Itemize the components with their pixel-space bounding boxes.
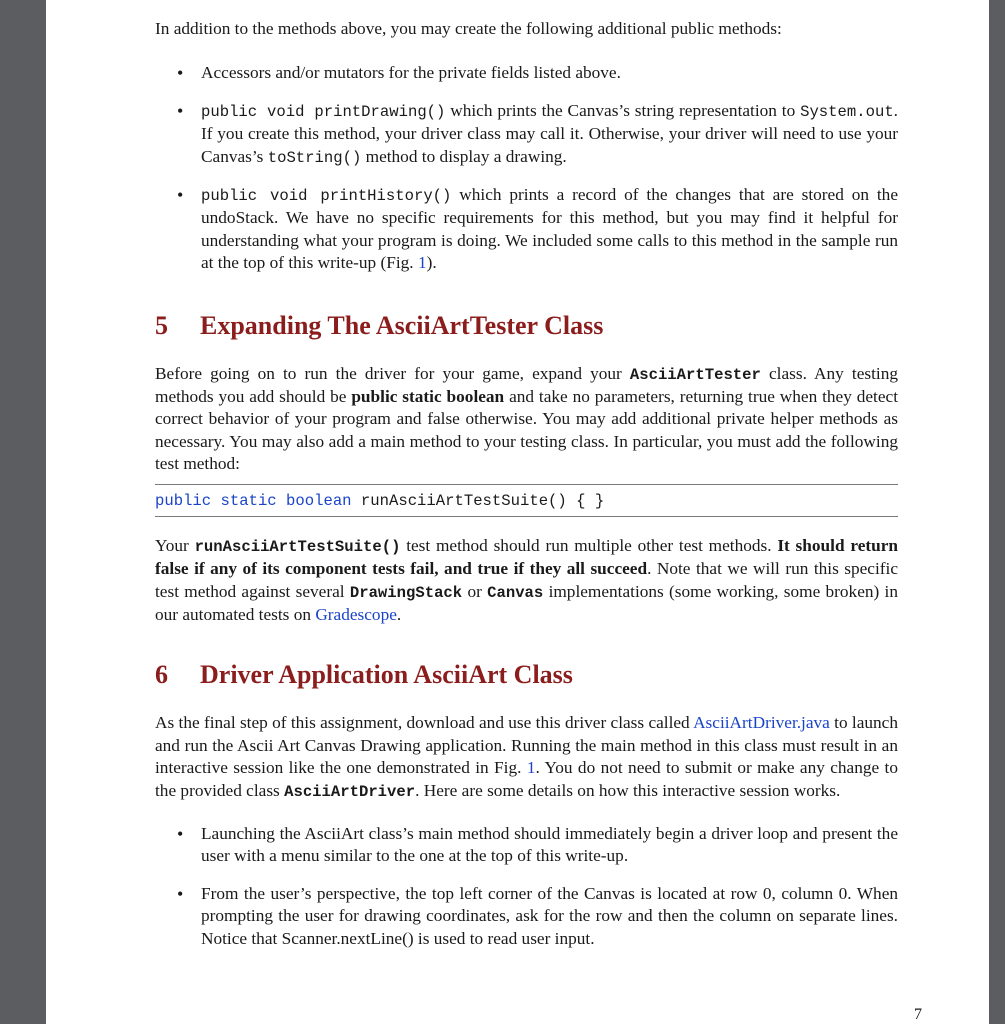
code-keyword: static: [220, 491, 277, 510]
section-number: 6: [155, 660, 168, 690]
document-page: [46, 0, 989, 1024]
section-title: Expanding The AsciiArtTester Class: [200, 310, 604, 340]
code-method: runAsciiArtTestSuite() { }: [360, 491, 605, 510]
intro-text: In addition to the methods above, you may create the following additional public methods:: [155, 19, 782, 38]
methods-list: [155, 62, 898, 274]
code-print-drawing: public void printDrawing(): [201, 102, 446, 121]
code-asciiartdriver: AsciiArtDriver: [284, 782, 416, 801]
list-item: • From the user’s perspective, the top left corner of the Canvas is located at row 0, column 0. When prompting the user for drawing coordinates, ask for the row and then the column on separate lines. Notice that Scanner.nextLine() is used to read user input.: [155, 883, 898, 950]
intro-paragraph: [155, 18, 898, 40]
code-print-history: public void printHistory(): [201, 187, 452, 206]
figure-reference-link[interactable]: 1: [417, 253, 427, 273]
code-keyword: public: [155, 491, 212, 510]
gradescope-link[interactable]: Gradescope: [315, 604, 397, 624]
list-item: • Launching the AsciiArt class’s main method should immediately begin a driver loop and present the user with a menu similar to the one at the top of this write-up.: [155, 823, 898, 868]
section-5-paragraph-2: Your runAsciiArtTestSuite() test method should run multiple other test methods. It should return false if any of its component tests fail, and true if they all succeed. Note that we will run this specific test method against several DrawingStack or Canvas implementations (some working, some broken) in our automated tests on Gradescope.: [155, 535, 899, 624]
driver-details-list: [155, 823, 898, 950]
code-system-out: System.out: [800, 102, 894, 121]
section-title: Driver Application AsciiArt Class: [200, 660, 573, 690]
section-6-paragraph-1: As the final step of this assignment, download and use this driver class called AsciiArtDriver.java to launch and run the Ascii Art Canvas Drawing application. Running the main method in this class must result in an interactive session like the one demonstrated in Fig. 1. You do not need to submit or make any change to the provided class AsciiArtDriver. Here are some details on how this interactive session works.: [155, 713, 898, 801]
driver-file-link[interactable]: AsciiArtDriver.java: [693, 713, 830, 733]
figure-reference-link[interactable]: 1: [526, 758, 536, 778]
page-content: [155, 0, 898, 950]
section-6-heading: [155, 660, 898, 690]
code-asciiarttester: AsciiArtTester: [629, 365, 761, 384]
code-tostring: toString(): [267, 148, 362, 167]
code-canvas: Canvas: [487, 583, 544, 602]
list-item: • public void printHistory() which prints a record of the changes that are stored on the undoStack. We have no specific requirements for this method, but you may find it helpful for understanding what your program is doing. We included some calls to this method in the sample run at the top of this write-up (Fig. 1).: [155, 184, 898, 275]
code-run-test-suite: runAsciiArtTestSuite(): [194, 537, 401, 556]
section-number: 5: [155, 310, 168, 340]
list-item: • Accessors and/or mutators for the private fields listed above.: [155, 62, 898, 84]
code-keyword: boolean: [286, 491, 352, 510]
page-number: 7: [914, 1006, 922, 1023]
bold-signature: public static boolean: [351, 387, 505, 407]
bold-requirement: It should return false if any of its component tests fail, and true if they all succeed: [155, 535, 899, 579]
code-drawingstack: DrawingStack: [349, 583, 463, 602]
section-5-paragraph-1: Before going on to run the driver for your game, expand your AsciiArtTester class. Any testing methods you add should be public static boolean and take no parameters, returning true when they detect correct behavior of your program and false otherwise. You may add additional private helper methods as necessary. You may also add a main method to your testing class. In particular, you must add the following test method:: [155, 363, 898, 474]
section-5-heading: [155, 311, 898, 341]
list-item: • public void printDrawing() which prints the Canvas’s string representation to System.out. If you create this method, your driver class may call it. Otherwise, your driver will need to use your Canvas’s toString() method to display a drawing.: [155, 100, 898, 169]
code-listing: [155, 484, 898, 517]
